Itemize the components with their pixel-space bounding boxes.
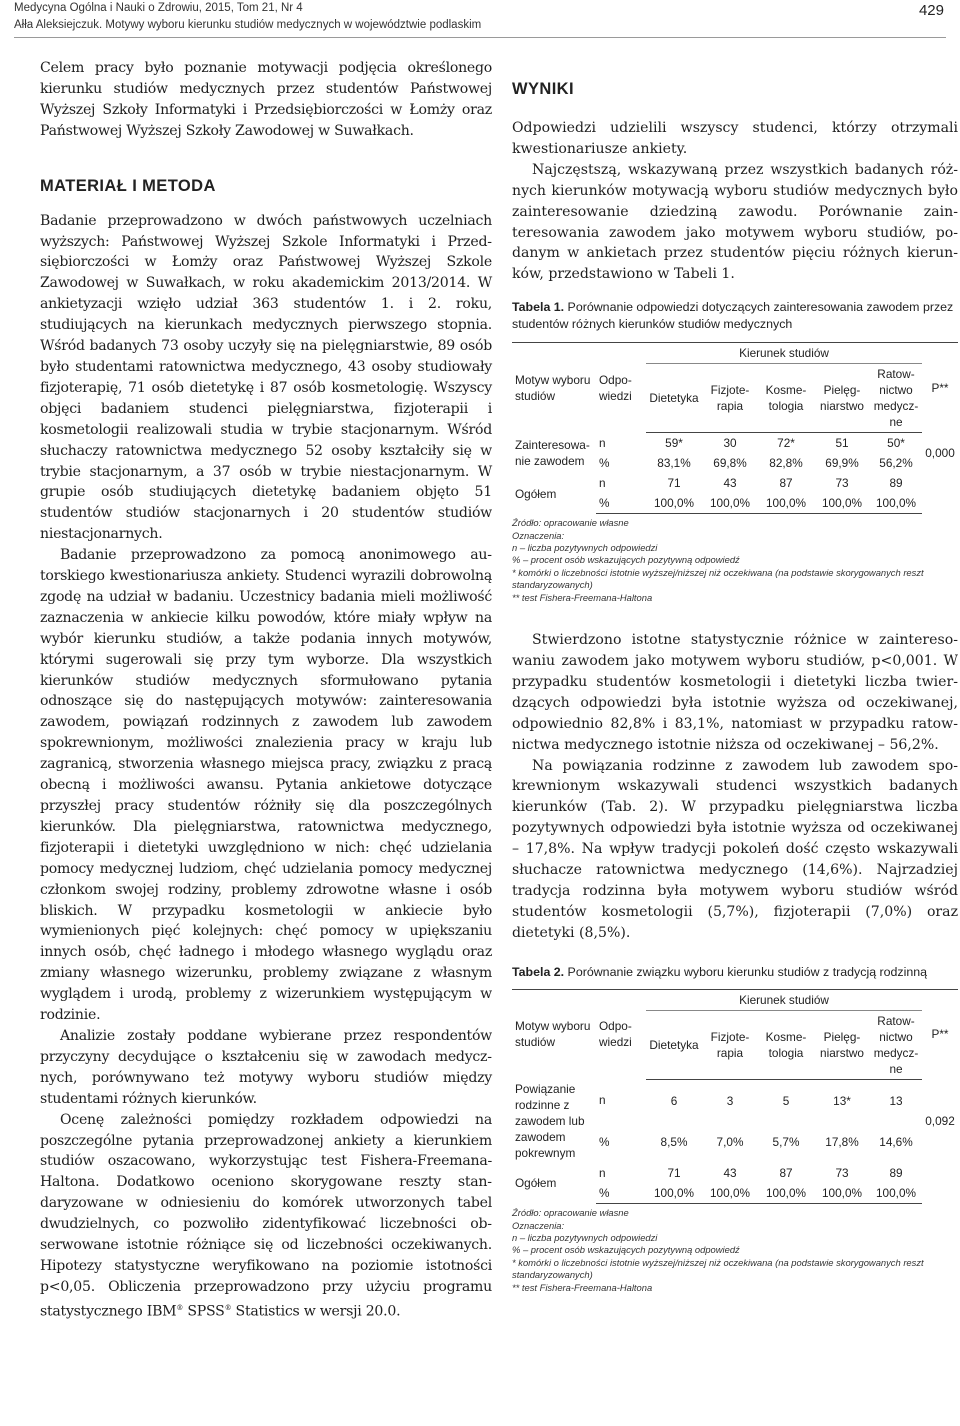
methods-paragraph-4: Ocenę zależności pomiędzy rozkładem odpowiedzi na poszczególne pytania przeprowadzonej ankiety a kierunkiem studiów oszacowano, wykorzystując test Fishera-Freemana-Haltona. Dodatkowo oceniono skorygowane reszty standaryzowane w odniesieniu do komórek utworzonych tabel dwudzielnych, co pozwoliło zidentyfikować liczebności obserwowane istotnie różniące się od liczebności oczekiwanych. Hipotezy statystyczne weryfikowano na poziomie istotności p<0,05. Obliczenia przeprowadzono przy użyciu programu statystycznego IBM® SPSS® Statistics w wersji 20.0. — [40, 1111, 492, 1320]
left-column — [40, 58, 492, 1322]
results-paragraph-2: Najczęstszą, wskazywaną przez wszystkich badanych różnych kierunków motywacją wyboru studiów medycznych było zainteresowanie dziedziną zawodu. Porównanie zainteresowania zawodem jako motywem wyboru studiów, podanym w ankietach przez studentów pięciu różnych kierunków, przedstawiono w Tabeli 1. — [512, 161, 958, 283]
table-row: Ogółem n 71 43 87 73 89 — [515, 476, 903, 501]
methods-paragraph-1: Badanie przeprowadzono w dwóch państwowych uczelniach wyższych: Państwowej Wyższej Szkole Informatyki i Przedsiębiorczości w Łomży oraz Państwowej Wyższej Szkole Zawodowej w Suwałkach, w roku akademickim 2013/2014. W ankietyzacji wzięło udział 363 studentów 1. i 2. roku, studiujących na kierunkach medycznych pierwszego stopnia. Wśród badanych 73 osoby uczyły się na pielęgniarstwie, 89 osób było studentami ratownictwa medycznego, 43 osoby studiowały fizjoterapię, 71 osób dietetykę i 87 osób kosmetologię. Wszyscy objęci badaniem studenci pielęgniarstwa, fizjoterapii i kosmetologii realizowali studia w trybie stacjonarnym. Wśród słuchaczy ratownictwa medycznego 52 osoby kształciły się w trybie stacjonarnym, a 37 osób w trybie niestacjonarnym. W grupie osób studiujących dietetykę badaniem objęto 51 studentów studiów stacjonarnych i 20 studentów studiów niestacjonarnych. — [40, 212, 492, 543]
table-row: % 8,5% 7,0% 5,7% 17,8% 14,6% — [599, 1135, 913, 1150]
header-nursing: Pielęgniarstwo — [814, 1010, 870, 1079]
section-heading-methods: MATERIAŁ I METODA — [40, 176, 216, 195]
table-2-caption: Tabela 2. Porównanie związku wyboru kierunku studiów z tradycją rodzinną — [512, 964, 928, 979]
article-running-title: Ałła Aleksiejczuk. Motywy wyboru kierunku studiów medycznych w województwie podlaskim — [14, 19, 482, 31]
header-cosmetology: Kosmetologia — [758, 364, 814, 433]
header-emergency-medicine: Ratownictwo medyczne — [870, 364, 922, 433]
table-row: % 100,0% 100,0% 100,0% 100,0% 100,0% — [512, 493, 958, 514]
header-motive: Motyw wyboru studiów — [512, 343, 596, 433]
header-motive: Motyw wyboru studiów — [512, 989, 596, 1079]
right-column — [512, 58, 958, 1294]
header-p: P** — [922, 343, 958, 433]
methods-paragraph-3: Analizie zostały poddane wybierane przez respondentów przyczyny decydujące o kształceniu się w zawodach medycznych, porównywano też motywy wyboru studiów między studentami różnych kierunków. — [40, 1027, 492, 1107]
table-2-notes: Źródło: opracowanie własne Oznaczenia: n – liczba pozytywnych odpowiedzi % – procent osób wskazujących pozytywną odpowiedź * komórki o liczebności istotnie wyższej/niższej niż oczekiwana (na podstawie skorygowanych reszt standaryzowanych) ** test Fishera-Freemana-Haltona — [512, 1207, 924, 1293]
intro-paragraph: Celem pracy było poznanie motywacji podjęcia określonego kierunku studiów medycznych przez studentów Państwowej Wyższej Szkoły Informatyki i Przedsiębiorczości w Łomży oraz Państwowej Wyższej Szkoły Zawodowej w Suwałkach. — [40, 60, 492, 139]
section-heading-results: WYNIKI — [512, 80, 574, 98]
header-dietetics: Dietetyka — [646, 1010, 702, 1079]
header-answers: Odpowiedzi — [596, 343, 646, 433]
methods-paragraph-2: Badanie przeprowadzono za pomocą anonimowego autorskiego kwestionariusza ankiety. Studenci wyrazili dobrowolną zgodę na udział w badaniu. Uczestnicy badania mieli możliwość zaznaczenia w ankiecie kilku powodów, które miały wpływ na wybór kierunku studiów, a także podania innych motywów, którymi sugerowali się przy tym wyborze. Dla wszystkich kierunków studiów medycznych sformułowano pytania odnoszące się do następujących motywów: zainteresowania zawodem, powiązań rodzinnych z zawodem lub zawodem spokrewnionym, możliwości znalezienia pracy w kraju lub zagranicą, stworzenia własnego miejsca pracy, związku z pracą obecną i możliwości awansu. Pytania ankietowe dotyczące przyszłej pracy studentów różniły się dla poszczególnych kierunków. Dla pielęgniarstwa, ratownictwa medycznego, fizjoterapii i dietetyki uwzględniono w nich: chęć udzielania pomocy medycznej ludziom, chęć udzielania pomocy medycznej członkom swojej rodziny, problemy zdrowotne własne i osób bliskich. W przypadku kosmetologii w ankiecie było wymienionych pięć kolejnych: chęć pomocy w upiększaniu innych osób, chęć ładnego i młodego własnego wyglądu oraz zmiany własnego wizerunku, problemy związane z własnym wyglądem i urodą, problemy z wizerunkiem występującym w rodzinie. — [40, 547, 492, 1024]
header-answers: Odpowiedzi — [596, 989, 646, 1079]
header-cosmetology: Kosmetologia — [758, 1010, 814, 1079]
p-value: 0,000 — [925, 446, 955, 460]
running-header — [14, 0, 946, 42]
table-row: % 83,1% 69,8% 82,8% 69,9% 56,2% — [599, 456, 913, 471]
header-physiotherapy: Fizjoterapia — [702, 364, 758, 433]
table-1-notes: Źródło: opracowanie własne Oznaczenia: n – liczba pozytywnych odpowiedzi % – procent osób wskazujących pozytywną odpowiedź * komórki o liczebności istotnie wyższej/niższej niż oczekiwana (na podstawie skorygowanych reszt standaryzowanych) ** test Fishera-Freemana-Haltona — [512, 517, 924, 603]
results-paragraph-1: Odpowiedzi udzielili wszyscy studenci, którzy otrzymali kwestionariusze ankiety. — [512, 120, 958, 157]
journal-citation: Medycyna Ogólna i Nauki o Zdrowiu, 2015, Tom 21, Nr 4 — [14, 2, 303, 14]
table-1 — [512, 342, 958, 514]
table-row: % 100,0% 100,0% 100,0% 100,0% 100,0% — [512, 1183, 958, 1204]
table-row: Powiązanie rodzinne z zawodem lub zawodem pokrewnym n 6 3 5 13* 13 0,092 — [512, 1079, 958, 1122]
header-physiotherapy: Fizjoterapia — [702, 1010, 758, 1079]
results-paragraph-3: Stwierdzono istotne statystycznie różnice w zainteresowaniu zawodem jako motywem wyboru studiów, p<0,001. W przypadku studentów kosmetologii i dietetyki liczba twierdzących odpowiedzi była istotnie wyższa od oczekiwanej, odpowiednio 82,8% i 83,1%, natomiast w przypadku ratownictwa medycznego istotnie niższa od oczekiwanej – 56,2%. — [512, 632, 958, 753]
header-divider — [14, 37, 946, 38]
header-emergency-medicine: Ratownictwo medyczne — [870, 1010, 922, 1079]
header-p: P** — [922, 989, 958, 1079]
header-group: Kierunek studiów — [646, 989, 922, 1010]
header-group: Kierunek studiów — [646, 343, 922, 364]
table-row: Ogółem n 71 43 87 73 89 — [515, 1166, 903, 1191]
table-row: Zainteresowanie zawodem n 59* 30 72* 51 50* 0,000 — [512, 433, 958, 454]
table-2 — [512, 989, 958, 1205]
results-paragraph-4: Na powiązania rodzinne z zawodem lub zawodem spokrewnionym wskazywali studenci wszystkich badanych kierunków (Tab. 2). W przypadku pielęgniarstwa liczba pozytywnych odpowiedzi była istotnie wyższa od oczekiwanej – 17,8%. Na wpływ tradycji pokoleń dość często wskazywali słuchacze ratownictwa medycznego (14,6%). Najrzadziej tradycja rodzinna była motywem wyboru studiów wśród studentów kosmetologii (5,7%), fizjoterapii (7,0%) oraz dietetyki (8,5%). — [512, 757, 958, 941]
header-nursing: Pielęgniarstwo — [814, 364, 870, 433]
header-dietetics: Dietetyka — [646, 364, 702, 433]
table-1-caption: Tabela 1. Porównanie odpowiedzi dotyczących zainteresowania zawodem przez studentów różnych kierunków studiów medycznych — [512, 300, 954, 332]
page-number: 429 — [918, 2, 944, 19]
p-value: 0,092 — [925, 1114, 955, 1129]
